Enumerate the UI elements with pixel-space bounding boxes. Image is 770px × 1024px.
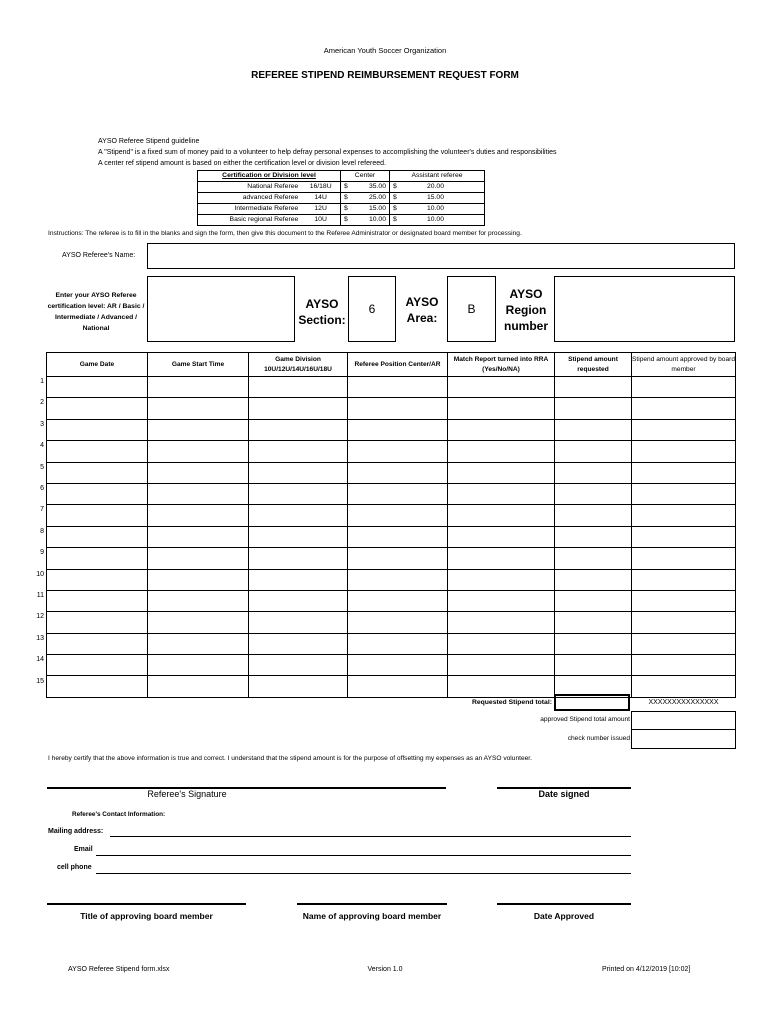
- rate-center-currency: $: [341, 215, 356, 226]
- row-number: 13: [36, 634, 44, 642]
- position-cell[interactable]: [348, 569, 448, 590]
- footer-filename: AYSO Referee Stipend form.xlsx: [68, 966, 170, 973]
- header-game-division: Game Division 10U/12U/14U/16U/18U: [249, 353, 348, 377]
- row-number: 9: [40, 549, 44, 557]
- start-time-cell[interactable]: [148, 676, 249, 697]
- rate-level: advanced Referee: [198, 193, 302, 204]
- start-time-cell[interactable]: [148, 548, 249, 569]
- start-time-cell[interactable]: [148, 462, 249, 483]
- position-cell[interactable]: [348, 462, 448, 483]
- header-stipend-requested: Stipend amount requested: [555, 353, 632, 377]
- contact-info-heading: Referee's Contact Information:: [72, 811, 166, 818]
- rate-header-center: Center: [341, 171, 390, 182]
- certification-label: Enter your AYSO Referee certification level: AR / Basic / Intermediate / Advanced / National: [47, 292, 145, 332]
- stipend-requested-cell[interactable]: [555, 398, 632, 419]
- email-line[interactable]: [96, 855, 631, 856]
- rate-assistant: 10.00: [403, 204, 484, 215]
- approver-title-line[interactable]: [47, 903, 246, 905]
- game-table: [46, 352, 736, 698]
- stipend-approved-cell[interactable]: [632, 569, 736, 590]
- footer-printed-date: Printed on 4/12/2019 [10:02]: [602, 966, 691, 973]
- cell-phone-line[interactable]: [96, 873, 631, 874]
- guideline-heading: AYSO Referee Stipend guideline: [98, 138, 200, 145]
- instructions-text: Instructions: The referee is to fill in the blanks and sign the form, then give this document to the Referee Administrator or designated board member for processing.: [48, 230, 522, 237]
- game-row: [47, 483, 736, 504]
- match-report-cell[interactable]: [448, 377, 555, 398]
- guideline-line-2: A center ref stipend amount is based on either the certification level or division level refereed.: [98, 160, 386, 167]
- organization-name: American Youth Soccer Organization: [323, 46, 447, 55]
- requested-total-label: Requested Stipend total:: [471, 699, 552, 706]
- division-cell[interactable]: [249, 655, 348, 676]
- guideline-line-1: A "Stipend" is a fixed sum of money paid to a volunteer to help defray personal expenses to accomplishing the volunteer's duties and responsibilities: [98, 149, 557, 156]
- cell-phone-label: cell phone: [57, 864, 92, 871]
- division-cell[interactable]: [249, 590, 348, 611]
- match-report-cell[interactable]: [448, 483, 555, 504]
- row-number: 1: [40, 378, 44, 385]
- row-number: 14: [36, 656, 44, 664]
- game-row: [47, 655, 736, 676]
- date-cell[interactable]: [47, 526, 148, 547]
- stipend-approved-cell[interactable]: [632, 483, 736, 504]
- start-time-cell[interactable]: [148, 633, 249, 654]
- position-cell[interactable]: [348, 633, 448, 654]
- row-number: 5: [40, 463, 44, 471]
- division-cell[interactable]: [249, 633, 348, 654]
- date-cell[interactable]: [47, 483, 148, 504]
- division-cell[interactable]: [249, 569, 348, 590]
- rate-assistant: 15.00: [403, 193, 484, 204]
- stipend-rate-table: [197, 170, 485, 226]
- rate-assistant-currency: $: [390, 204, 404, 215]
- match-report-cell[interactable]: [448, 633, 555, 654]
- date-approved-label: Date Approved: [533, 911, 595, 921]
- row-number: 12: [36, 613, 44, 621]
- email-label: Email: [74, 846, 93, 853]
- division-cell[interactable]: [249, 505, 348, 526]
- match-report-cell[interactable]: [448, 419, 555, 440]
- position-cell[interactable]: [348, 590, 448, 611]
- row-number: 6: [40, 485, 44, 492]
- position-cell[interactable]: [348, 377, 448, 398]
- match-report-cell[interactable]: [448, 462, 555, 483]
- requested-total-field[interactable]: [554, 694, 630, 711]
- date-cell[interactable]: [47, 655, 148, 676]
- certification-level-field[interactable]: [147, 276, 295, 342]
- division-cell[interactable]: [249, 398, 348, 419]
- stipend-approved-cell[interactable]: [632, 548, 736, 569]
- stipend-approved-cell[interactable]: [632, 505, 736, 526]
- rate-level: Intermediate Referee: [198, 204, 302, 215]
- row-number: 2: [40, 399, 44, 407]
- stipend-requested-cell[interactable]: [555, 377, 632, 398]
- rate-header-level: Certification or Division level: [198, 171, 341, 182]
- stipend-approved-cell[interactable]: [632, 655, 736, 676]
- rate-division: 10U: [301, 215, 340, 226]
- row-number: 3: [40, 420, 44, 428]
- row-number: 7: [40, 506, 44, 514]
- start-time-cell[interactable]: [148, 398, 249, 419]
- stipend-approved-cell[interactable]: [632, 676, 736, 697]
- match-report-cell[interactable]: [448, 590, 555, 611]
- row-number: 4: [40, 442, 44, 450]
- stipend-requested-cell[interactable]: [555, 526, 632, 547]
- match-report-cell[interactable]: [448, 548, 555, 569]
- position-cell[interactable]: [348, 441, 448, 462]
- mailing-address-label: Mailing address:: [48, 828, 104, 835]
- game-row: [47, 569, 736, 590]
- approver-title-label: Title of approving board member: [80, 911, 213, 921]
- start-time-cell[interactable]: [148, 441, 249, 462]
- stipend-approved-cell[interactable]: [632, 633, 736, 654]
- rate-level: Basic regional Referee: [198, 215, 302, 226]
- match-report-cell[interactable]: [448, 441, 555, 462]
- game-row: [47, 633, 736, 654]
- rate-division: 12U: [301, 204, 340, 215]
- game-row: [47, 377, 736, 398]
- rate-row: [198, 193, 485, 204]
- division-cell[interactable]: [249, 548, 348, 569]
- division-cell[interactable]: [249, 526, 348, 547]
- approved-total-label: approved Stipend total amount: [540, 716, 630, 723]
- referee-name-field[interactable]: [147, 243, 735, 269]
- start-time-cell[interactable]: [148, 505, 249, 526]
- division-cell[interactable]: [249, 483, 348, 504]
- rate-assistant-currency: $: [390, 193, 404, 204]
- area-value-field[interactable]: B: [447, 276, 496, 342]
- area-label: AYSO Area:: [405, 295, 439, 325]
- division-cell[interactable]: [249, 612, 348, 633]
- row-number: 15: [36, 677, 44, 685]
- rate-center-currency: $: [341, 182, 356, 193]
- approver-name-line[interactable]: [297, 903, 447, 905]
- rate-division: 16/18U: [301, 182, 340, 193]
- date-cell[interactable]: [47, 612, 148, 633]
- rate-row: [198, 182, 485, 193]
- game-row: [47, 590, 736, 611]
- stipend-approved-cell[interactable]: [632, 377, 736, 398]
- rate-center: 10.00: [355, 215, 389, 226]
- start-time-cell[interactable]: [148, 419, 249, 440]
- rate-level: National Referee: [198, 182, 302, 193]
- region-number-field[interactable]: [554, 276, 735, 342]
- position-cell[interactable]: [348, 526, 448, 547]
- date-cell[interactable]: [47, 398, 148, 419]
- date-cell[interactable]: [47, 590, 148, 611]
- header-stipend-approved: Stipend amount approved by board member: [632, 353, 736, 377]
- start-time-cell[interactable]: [148, 569, 249, 590]
- date-signed-label: Date signed: [538, 789, 590, 799]
- division-cell[interactable]: [249, 419, 348, 440]
- start-time-cell[interactable]: [148, 377, 249, 398]
- rate-assistant-currency: $: [390, 215, 404, 226]
- start-time-cell[interactable]: [148, 590, 249, 611]
- division-cell[interactable]: [249, 676, 348, 697]
- division-cell[interactable]: [249, 441, 348, 462]
- rate-row: [198, 215, 485, 226]
- row-number: 10: [36, 570, 44, 578]
- check-number-label: check number issued: [567, 735, 630, 742]
- mailing-address-line[interactable]: [110, 836, 631, 837]
- date-cell[interactable]: [47, 676, 148, 697]
- referee-signature-label: Referee's Signature: [147, 789, 227, 799]
- match-report-cell[interactable]: [448, 676, 555, 697]
- start-time-cell[interactable]: [148, 612, 249, 633]
- stipend-approved-cell[interactable]: [632, 612, 736, 633]
- approver-name-label: Name of approving board member: [302, 911, 442, 921]
- game-row: [47, 526, 736, 547]
- stipend-requested-cell[interactable]: [555, 441, 632, 462]
- match-report-cell[interactable]: [448, 505, 555, 526]
- start-time-cell[interactable]: [148, 483, 249, 504]
- match-report-cell[interactable]: [448, 526, 555, 547]
- game-row: [47, 462, 736, 483]
- stipend-approved-cell[interactable]: [632, 441, 736, 462]
- division-cell[interactable]: [249, 462, 348, 483]
- start-time-cell[interactable]: [148, 655, 249, 676]
- game-row: [47, 419, 736, 440]
- referee-name-label: AYSO Referee's Name:: [62, 252, 136, 259]
- date-cell[interactable]: [47, 441, 148, 462]
- date-cell[interactable]: [47, 462, 148, 483]
- game-row: [47, 398, 736, 419]
- rate-header-assistant: Assistant referee: [390, 171, 485, 182]
- game-row: [47, 441, 736, 462]
- check-number-field[interactable]: [631, 729, 736, 749]
- match-report-cell[interactable]: [448, 655, 555, 676]
- stipend-approved-cell[interactable]: [632, 462, 736, 483]
- stipend-requested-cell[interactable]: [555, 633, 632, 654]
- rate-assistant-currency: $: [390, 182, 404, 193]
- match-report-cell[interactable]: [448, 612, 555, 633]
- region-label: AYSO Region number: [503, 287, 548, 333]
- game-row: [47, 612, 736, 633]
- date-cell[interactable]: [47, 505, 148, 526]
- match-report-cell[interactable]: [448, 398, 555, 419]
- stipend-requested-cell[interactable]: [555, 612, 632, 633]
- stipend-approved-cell[interactable]: [632, 419, 736, 440]
- header-match-report: Match Report turned into RRA (Yes/No/NA): [448, 353, 555, 377]
- game-row: [47, 548, 736, 569]
- stipend-approved-cell[interactable]: [632, 398, 736, 419]
- date-cell[interactable]: [47, 548, 148, 569]
- rate-assistant: 20.00: [403, 182, 484, 193]
- date-cell[interactable]: [47, 419, 148, 440]
- row-number: 8: [40, 527, 44, 535]
- stipend-requested-cell[interactable]: [555, 462, 632, 483]
- rate-division: 14U: [301, 193, 340, 204]
- rate-center-currency: $: [341, 193, 356, 204]
- row-number: 11: [36, 592, 44, 599]
- requested-total-placeholder: XXXXXXXXXXXXXXX: [648, 699, 719, 706]
- stipend-requested-cell[interactable]: [555, 590, 632, 611]
- rate-assistant: 10.00: [403, 215, 484, 226]
- footer-version: Version 1.0: [367, 966, 403, 973]
- stipend-requested-cell[interactable]: [555, 548, 632, 569]
- form-title: REFEREE STIPEND REIMBURSEMENT REQUEST FORM: [251, 70, 519, 81]
- position-cell[interactable]: [348, 398, 448, 419]
- date-cell[interactable]: [47, 633, 148, 654]
- date-cell[interactable]: [47, 377, 148, 398]
- certification-statement: I hereby certify that the above information is true and correct. I understand that the stipend amount is for the purpose of offsetting my expenses as an AYSO volunteer.: [48, 755, 532, 762]
- section-value-field[interactable]: 6: [348, 276, 396, 342]
- rate-center: 35.00: [355, 182, 389, 193]
- date-cell[interactable]: [47, 569, 148, 590]
- game-table-header: [47, 353, 736, 377]
- section-label: AYSO Section:: [298, 297, 346, 327]
- approved-total-field[interactable]: [631, 711, 736, 730]
- position-cell[interactable]: [348, 419, 448, 440]
- stipend-requested-cell[interactable]: [555, 569, 632, 590]
- position-cell[interactable]: [348, 612, 448, 633]
- position-cell[interactable]: [348, 483, 448, 504]
- stipend-approved-cell[interactable]: [632, 526, 736, 547]
- rate-center: 25.00: [355, 193, 389, 204]
- position-cell[interactable]: [348, 676, 448, 697]
- stipend-requested-cell[interactable]: [555, 655, 632, 676]
- header-game-date: Game Date: [47, 353, 148, 377]
- stipend-approved-cell[interactable]: [632, 590, 736, 611]
- stipend-requested-cell[interactable]: [555, 419, 632, 440]
- header-game-start-time: Game Start Time: [148, 353, 249, 377]
- header-referee-position: Referee Position Center/AR: [348, 353, 448, 377]
- division-cell[interactable]: [249, 377, 348, 398]
- rate-center-currency: $: [341, 204, 356, 215]
- position-cell[interactable]: [348, 548, 448, 569]
- stipend-requested-cell[interactable]: [555, 505, 632, 526]
- start-time-cell[interactable]: [148, 526, 249, 547]
- rate-center: 15.00: [355, 204, 389, 215]
- game-row: [47, 676, 736, 697]
- position-cell[interactable]: [348, 505, 448, 526]
- date-approved-line[interactable]: [497, 903, 631, 905]
- position-cell[interactable]: [348, 655, 448, 676]
- game-row: [47, 505, 736, 526]
- stipend-requested-cell[interactable]: [555, 483, 632, 504]
- rate-row: [198, 204, 485, 215]
- match-report-cell[interactable]: [448, 569, 555, 590]
